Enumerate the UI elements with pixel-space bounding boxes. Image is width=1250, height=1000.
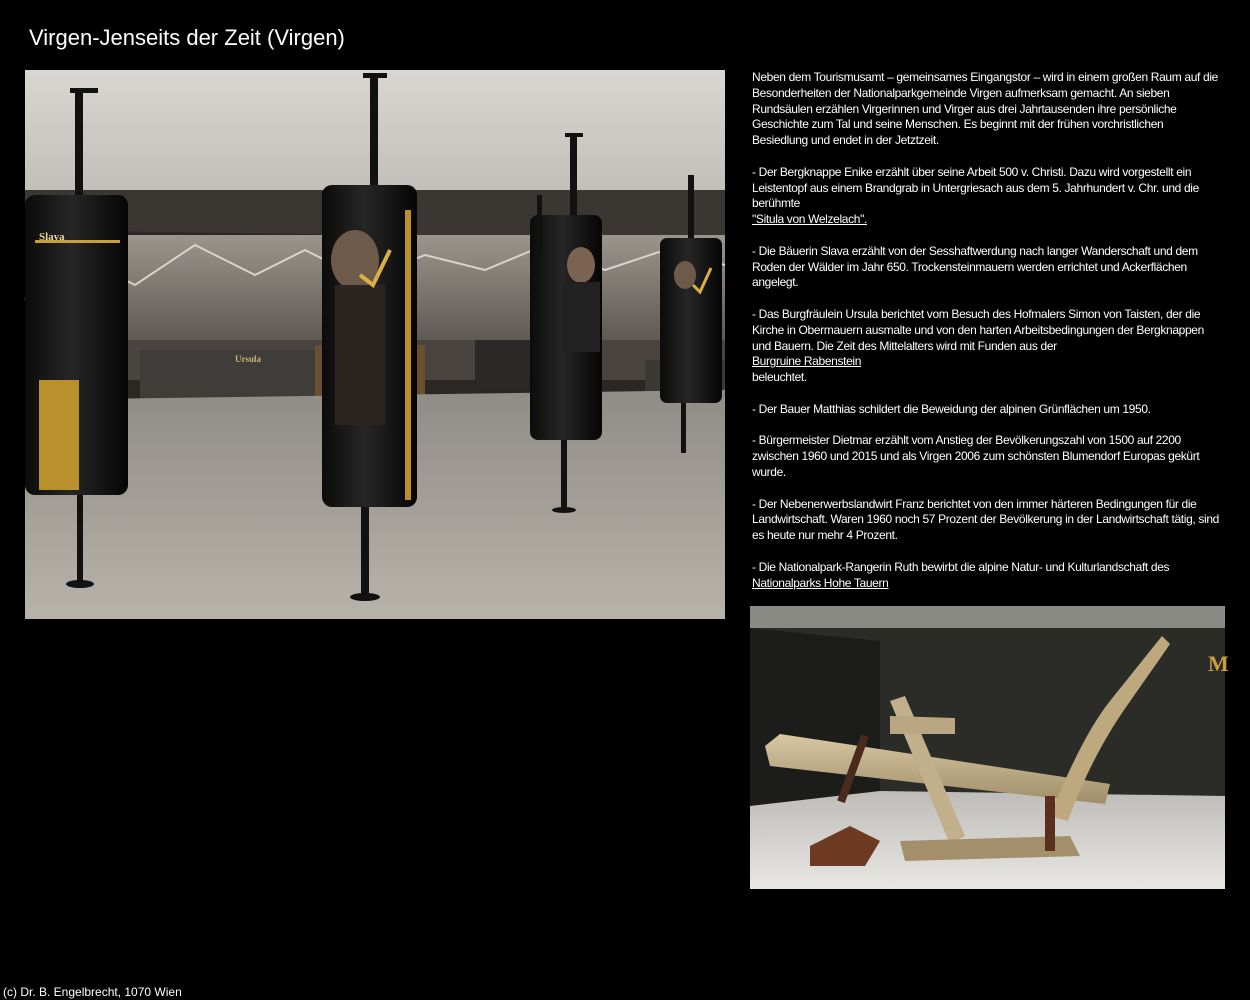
paragraph-ruth: - Die Nationalpark-Rangerin Ruth bewirbt die alpine Natur- und Kulturlandschaft des Nationalparks Hohe Tauern [752,559,1170,590]
intro-paragraph: Neben dem Tourismusamt – gemeinsames Eingangstor – wird in einem großen Raum auf die Besonderheiten der Nationalparkgemeinde Virgen aufmerksam gemacht. An sieben Rundsäulen erzählen Virgerinnen und Virger aus drei Jahrtausenden ihre persönliche Geschichte zum Tal und seine Menschen. Es beginnt mit der frühen vorchristlichen Besiedlung und endet in der Jetztzeit. [752,70,1218,148]
exhibition-hall-photo[interactable] [25,70,725,619]
description-text [752,70,1222,607]
paragraph-slava: - Die Bäuerin Slava erzählt von der Sesshaftwerdung nach langer Wanderschaft und dem Roden der Wälder im Jahr 650. Trockensteinmauern werden errichtet und Ackerflächen angelegt. [752,243,1198,290]
link-burgruine-rabenstein[interactable]: Burgruine Rabenstein [752,354,862,369]
copyright-footer: (c) Dr. B. Engelbrecht, 1070 Wien [3,985,182,999]
paragraph-enike: - Der Bergknappe Enike erzählt über seine Arbeit 500 v. Christi. Dazu wird vorgestellt ein Leistentopf aus einem Brandgrab in Untergriesach aus dem 5. Jahrhundert v. Chr. und die berühmte "Situla von Welzelach". [752,164,1199,227]
wall-label: M [1208,651,1229,676]
paragraph-dietmar: - Bürgermeister Dietmar erzählt vom Anstieg der Bevölkerungszahl von 1500 auf 2200 zwischen 1960 und 2015 und als Virgen 2006 zum schönsten Blumendorf Europas gekürt wurde. [752,433,1200,479]
link-situla-von-welzelach[interactable]: "Situla von Welzelach". [752,212,867,227]
paragraph-ursula: - Das Burgfräulein Ursula berichtet vom Besuch des Hofmalers Simon von Taisten, der die Kirche in Obermauern ausmalte und von den harten Arbeitsbedingungen der Bergknappen und Bauern. Die Zeit des Mittelalters wird mit Funden aus der Burgruine Rabenstein beleuchtet. [752,306,1204,385]
pillar-label-slava: Slava [39,231,65,243]
wooden-plow-photo[interactable] [750,606,1229,889]
paragraph-matthias: - Der Bauer Matthias schildert die Beweidung der alpinen Grünflächen um 1950. [752,401,1151,416]
paragraph-franz: - Der Nebenerwerbslandwirt Franz berichtet von den immer härteren Bedingungen für die Landwirtschaft. Waren 1960 noch 57 Prozent der Bevölkerung in der Landwirtschaft tätig, sind es heute nur mehr 4 Prozent. [752,496,1219,543]
page-title: Virgen-Jenseits der Zeit (Virgen) [29,25,345,50]
pillar-label-ursula: Ursula [235,354,262,364]
link-nationalparks-hohe-tauern[interactable]: Nationalparks Hohe Tauern [752,575,889,590]
